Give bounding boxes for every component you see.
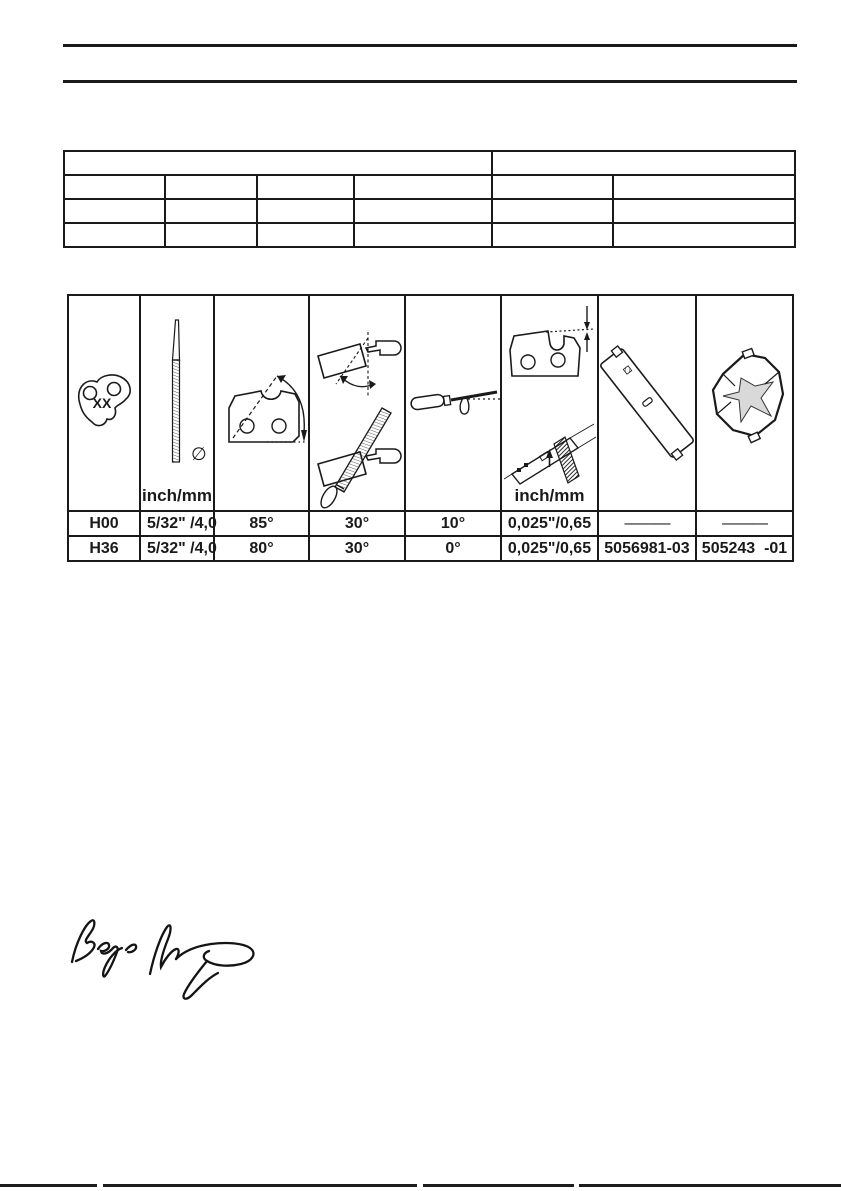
table-row-h00 bbox=[68, 511, 793, 536]
down-angle-value: 10° bbox=[405, 511, 501, 536]
page-bottom-edge bbox=[0, 1184, 841, 1187]
model-cell: H36 bbox=[68, 536, 140, 561]
sharpening-angle-icon bbox=[215, 296, 308, 510]
icon-row bbox=[68, 295, 793, 511]
spec-row bbox=[64, 199, 795, 223]
spec-cell bbox=[64, 223, 165, 247]
spec-cell bbox=[354, 199, 492, 223]
spec-cell bbox=[492, 199, 613, 223]
signature bbox=[58, 898, 308, 1003]
sharpening-angle-value: 85° bbox=[214, 511, 309, 536]
gauge-tool-value: ——— bbox=[598, 511, 696, 536]
model-cell: H00 bbox=[68, 511, 140, 536]
file-gauge-value: 505243 -01 bbox=[696, 536, 793, 561]
file-gauge-value: ——— bbox=[696, 511, 793, 536]
spec-cell bbox=[354, 223, 492, 247]
spec-cell bbox=[257, 223, 354, 247]
file-down-angle-icon bbox=[406, 296, 500, 510]
spec-row bbox=[64, 175, 795, 199]
spec-cell bbox=[492, 223, 613, 247]
file-size-value: 5/32" /4,0 bbox=[140, 536, 214, 561]
spec-row bbox=[64, 223, 795, 247]
unit-label-depth: inch/mm bbox=[514, 486, 585, 505]
file-size-value: 5/32" /4,0 bbox=[140, 511, 214, 536]
svg-text:XX: XX bbox=[92, 395, 112, 411]
spec-cell bbox=[257, 199, 354, 223]
spec-cell bbox=[613, 175, 795, 199]
spec-cell bbox=[64, 175, 165, 199]
spec-header-row bbox=[64, 151, 795, 175]
header-rule-bottom bbox=[63, 80, 797, 83]
depth-gauge-icon bbox=[502, 296, 597, 510]
gauge-tool-cell bbox=[598, 295, 696, 511]
spec-cell bbox=[165, 199, 257, 223]
spec-cell bbox=[492, 175, 613, 199]
diameter-symbol: ∅ bbox=[191, 444, 207, 464]
round-file-icon bbox=[141, 296, 213, 510]
top-plate-angle-icon bbox=[310, 296, 404, 510]
header-rule-top bbox=[63, 44, 797, 47]
chain-drive-link-icon bbox=[69, 296, 139, 510]
file-size-cell bbox=[140, 295, 214, 511]
filing-angle-value: 30° bbox=[309, 536, 405, 561]
spec-table-empty bbox=[63, 150, 796, 248]
table-row-h36 bbox=[68, 536, 793, 561]
down-angle-value: 0° bbox=[405, 536, 501, 561]
down-angle-cell bbox=[405, 295, 501, 511]
spec-header-cell-left bbox=[64, 151, 492, 175]
filing-spec-table bbox=[67, 294, 794, 562]
filing-angle-value: 30° bbox=[309, 511, 405, 536]
spec-cell bbox=[165, 175, 257, 199]
sharpening-angle-value: 80° bbox=[214, 536, 309, 561]
spec-cell bbox=[257, 175, 354, 199]
filing-angle-cell bbox=[309, 295, 405, 511]
file-guide-icon bbox=[697, 296, 792, 510]
sharpening-angle-cell bbox=[214, 295, 309, 511]
spec-cell bbox=[165, 223, 257, 247]
chain-type-cell bbox=[68, 295, 140, 511]
depth-gauge-cell bbox=[501, 295, 598, 511]
spec-header-cell-right bbox=[492, 151, 795, 175]
spec-cell bbox=[64, 199, 165, 223]
spec-cell bbox=[613, 223, 795, 247]
depth-gauge-tool-icon bbox=[599, 296, 695, 510]
spec-cell bbox=[613, 199, 795, 223]
file-gauge-cell bbox=[696, 295, 793, 511]
depth-gauge-value: 0,025"/0,65 bbox=[501, 511, 598, 536]
gauge-tool-value: 5056981-03 bbox=[598, 536, 696, 561]
unit-label-file: inch/mm bbox=[142, 486, 212, 505]
depth-gauge-value: 0,025"/0,65 bbox=[501, 536, 598, 561]
spec-cell bbox=[354, 175, 492, 199]
